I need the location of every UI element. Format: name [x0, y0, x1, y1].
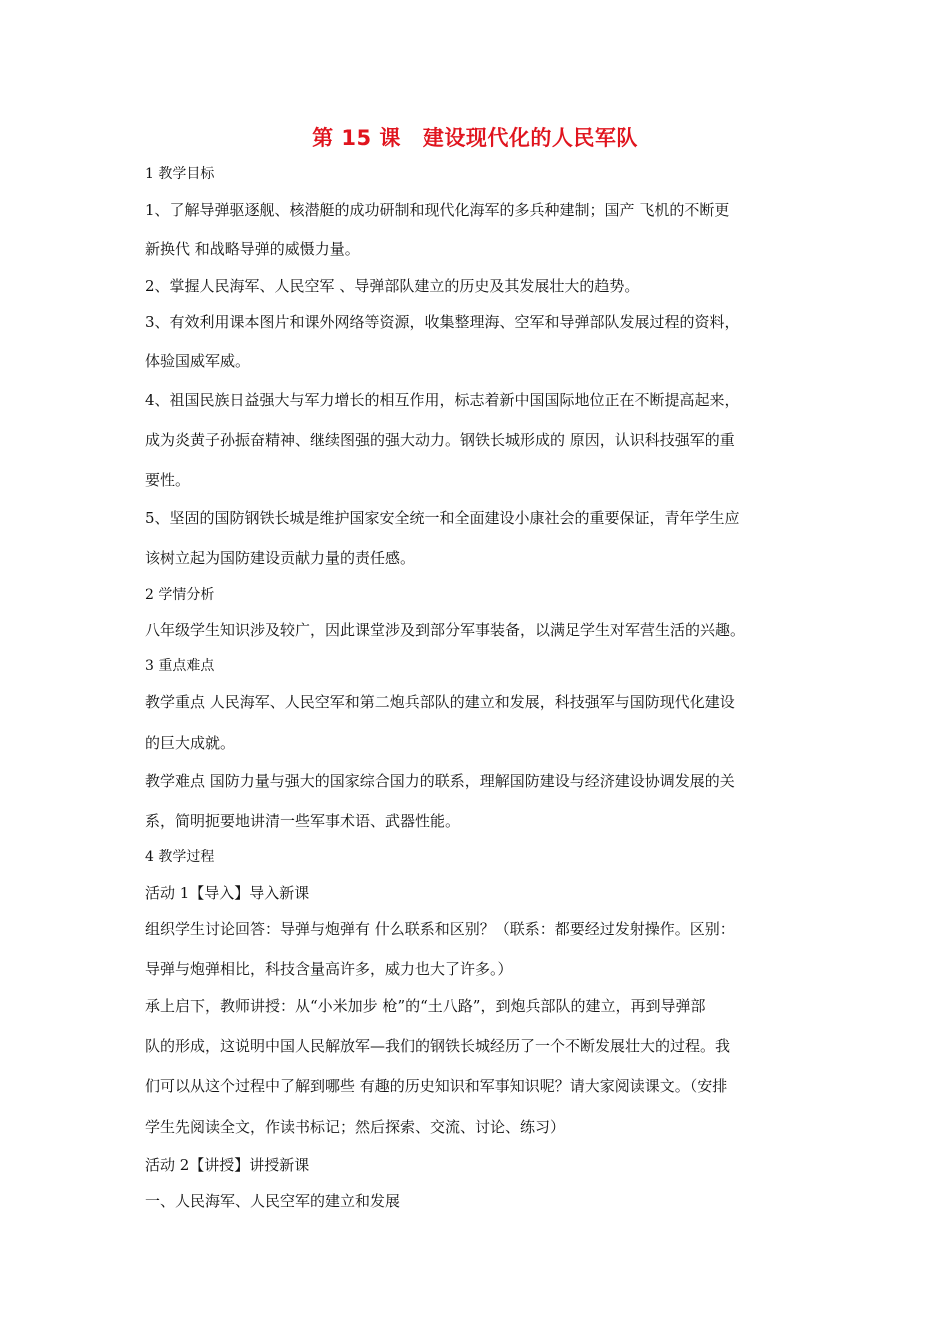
paragraph-line: 组织学生讨论回答：导弹与炮弹有 什么联系和区别？（联系：都要经过发射操作。区别：: [145, 920, 735, 938]
paragraph-line: 系，简明扼要地讲清一些军事术语、武器性能。: [145, 812, 461, 830]
activity-heading: 活动 1【导入】导入新课: [145, 884, 310, 902]
activity-heading: 活动 2【讲授】讲授新课: [145, 1156, 310, 1174]
paragraph-line: 3、有效利用课本图片和课外网络等资源，收集整理海、空军和导弹部队发展过程的资料，: [145, 313, 740, 331]
paragraph-line: 八年级学生知识涉及较广，因此课堂涉及到部分军事装备，以满足学生对军营生活的兴趣。: [145, 621, 746, 639]
paragraph-line: 导弹与炮弹相比，科技含量高许多，威力也大了许多。）: [145, 960, 513, 978]
section-heading: 3 重点难点: [145, 658, 215, 674]
paragraph-line: 教学重点 人民海军、人民空军和第二炮兵部队的建立和发展，科技强军与国防现代化建设: [145, 693, 735, 711]
section-heading: 1 教学目标: [145, 166, 215, 182]
subsection-heading: 一、人民海军、人民空军的建立和发展: [145, 1192, 401, 1210]
paragraph-line: 承上启下，教师讲授：从“小米加步 枪”的“土八路”，到炮兵部队的建立，再到导弹部: [145, 997, 706, 1015]
paragraph-line: 成为炎黄子孙振奋精神、继续图强的强大动力。钢铁长城形成的 原因，认识科技强军的重: [145, 431, 735, 449]
paragraph-line: 们可以从这个过程中了解到哪些 有趣的历史知识和军事知识呢？请大家阅读课文。（安排: [145, 1077, 728, 1095]
lesson-name: 建设现代化的人民军队: [422, 126, 638, 150]
section-heading: 2 学情分析: [145, 587, 215, 603]
paragraph-line: 教学难点 国防力量与强大的国家综合国力的联系，理解国防建设与经济建设协调发展的关: [145, 772, 735, 790]
page-title: [0, 122, 950, 152]
paragraph-line: 体验国威军威。: [145, 352, 251, 370]
paragraph-line: 学生先阅读全文，作读书标记；然后探索、交流、讨论、练习）: [145, 1118, 566, 1136]
paragraph-line: 该树立起为国防建设贡献力量的责任感。: [145, 549, 416, 567]
paragraph-line: 队的形成，这说明中国人民解放军—我们的钢铁长城经历了一个不断发展壮大的过程。我: [145, 1037, 731, 1055]
paragraph-line: 2、掌握人民海军、人民空军 、导弹部队建立的历史及其发展壮大的趋势。: [145, 277, 640, 295]
paragraph-line: 要性。: [145, 471, 191, 489]
paragraph-line: 1、了解导弹驱逐舰、核潜艇的成功研制和现代化海军的多兵种建制；国产 飞机的不断更: [145, 201, 730, 219]
paragraph-line: 5、坚固的国防钢铁长城是维护国家安全统一和全面建设小康社会的重要保证，青年学生应: [145, 509, 740, 527]
paragraph-line: 新换代 和战略导弹的威慑力量。: [145, 240, 360, 258]
lesson-number: 第 15 课: [312, 126, 401, 150]
paragraph-line: 的巨大成就。: [145, 734, 236, 752]
section-heading: 4 教学过程: [145, 849, 215, 865]
paragraph-line: 4、祖国民族日益强大与军力增长的相互作用，标志着新中国国际地位正在不断提高起来，: [145, 391, 740, 409]
